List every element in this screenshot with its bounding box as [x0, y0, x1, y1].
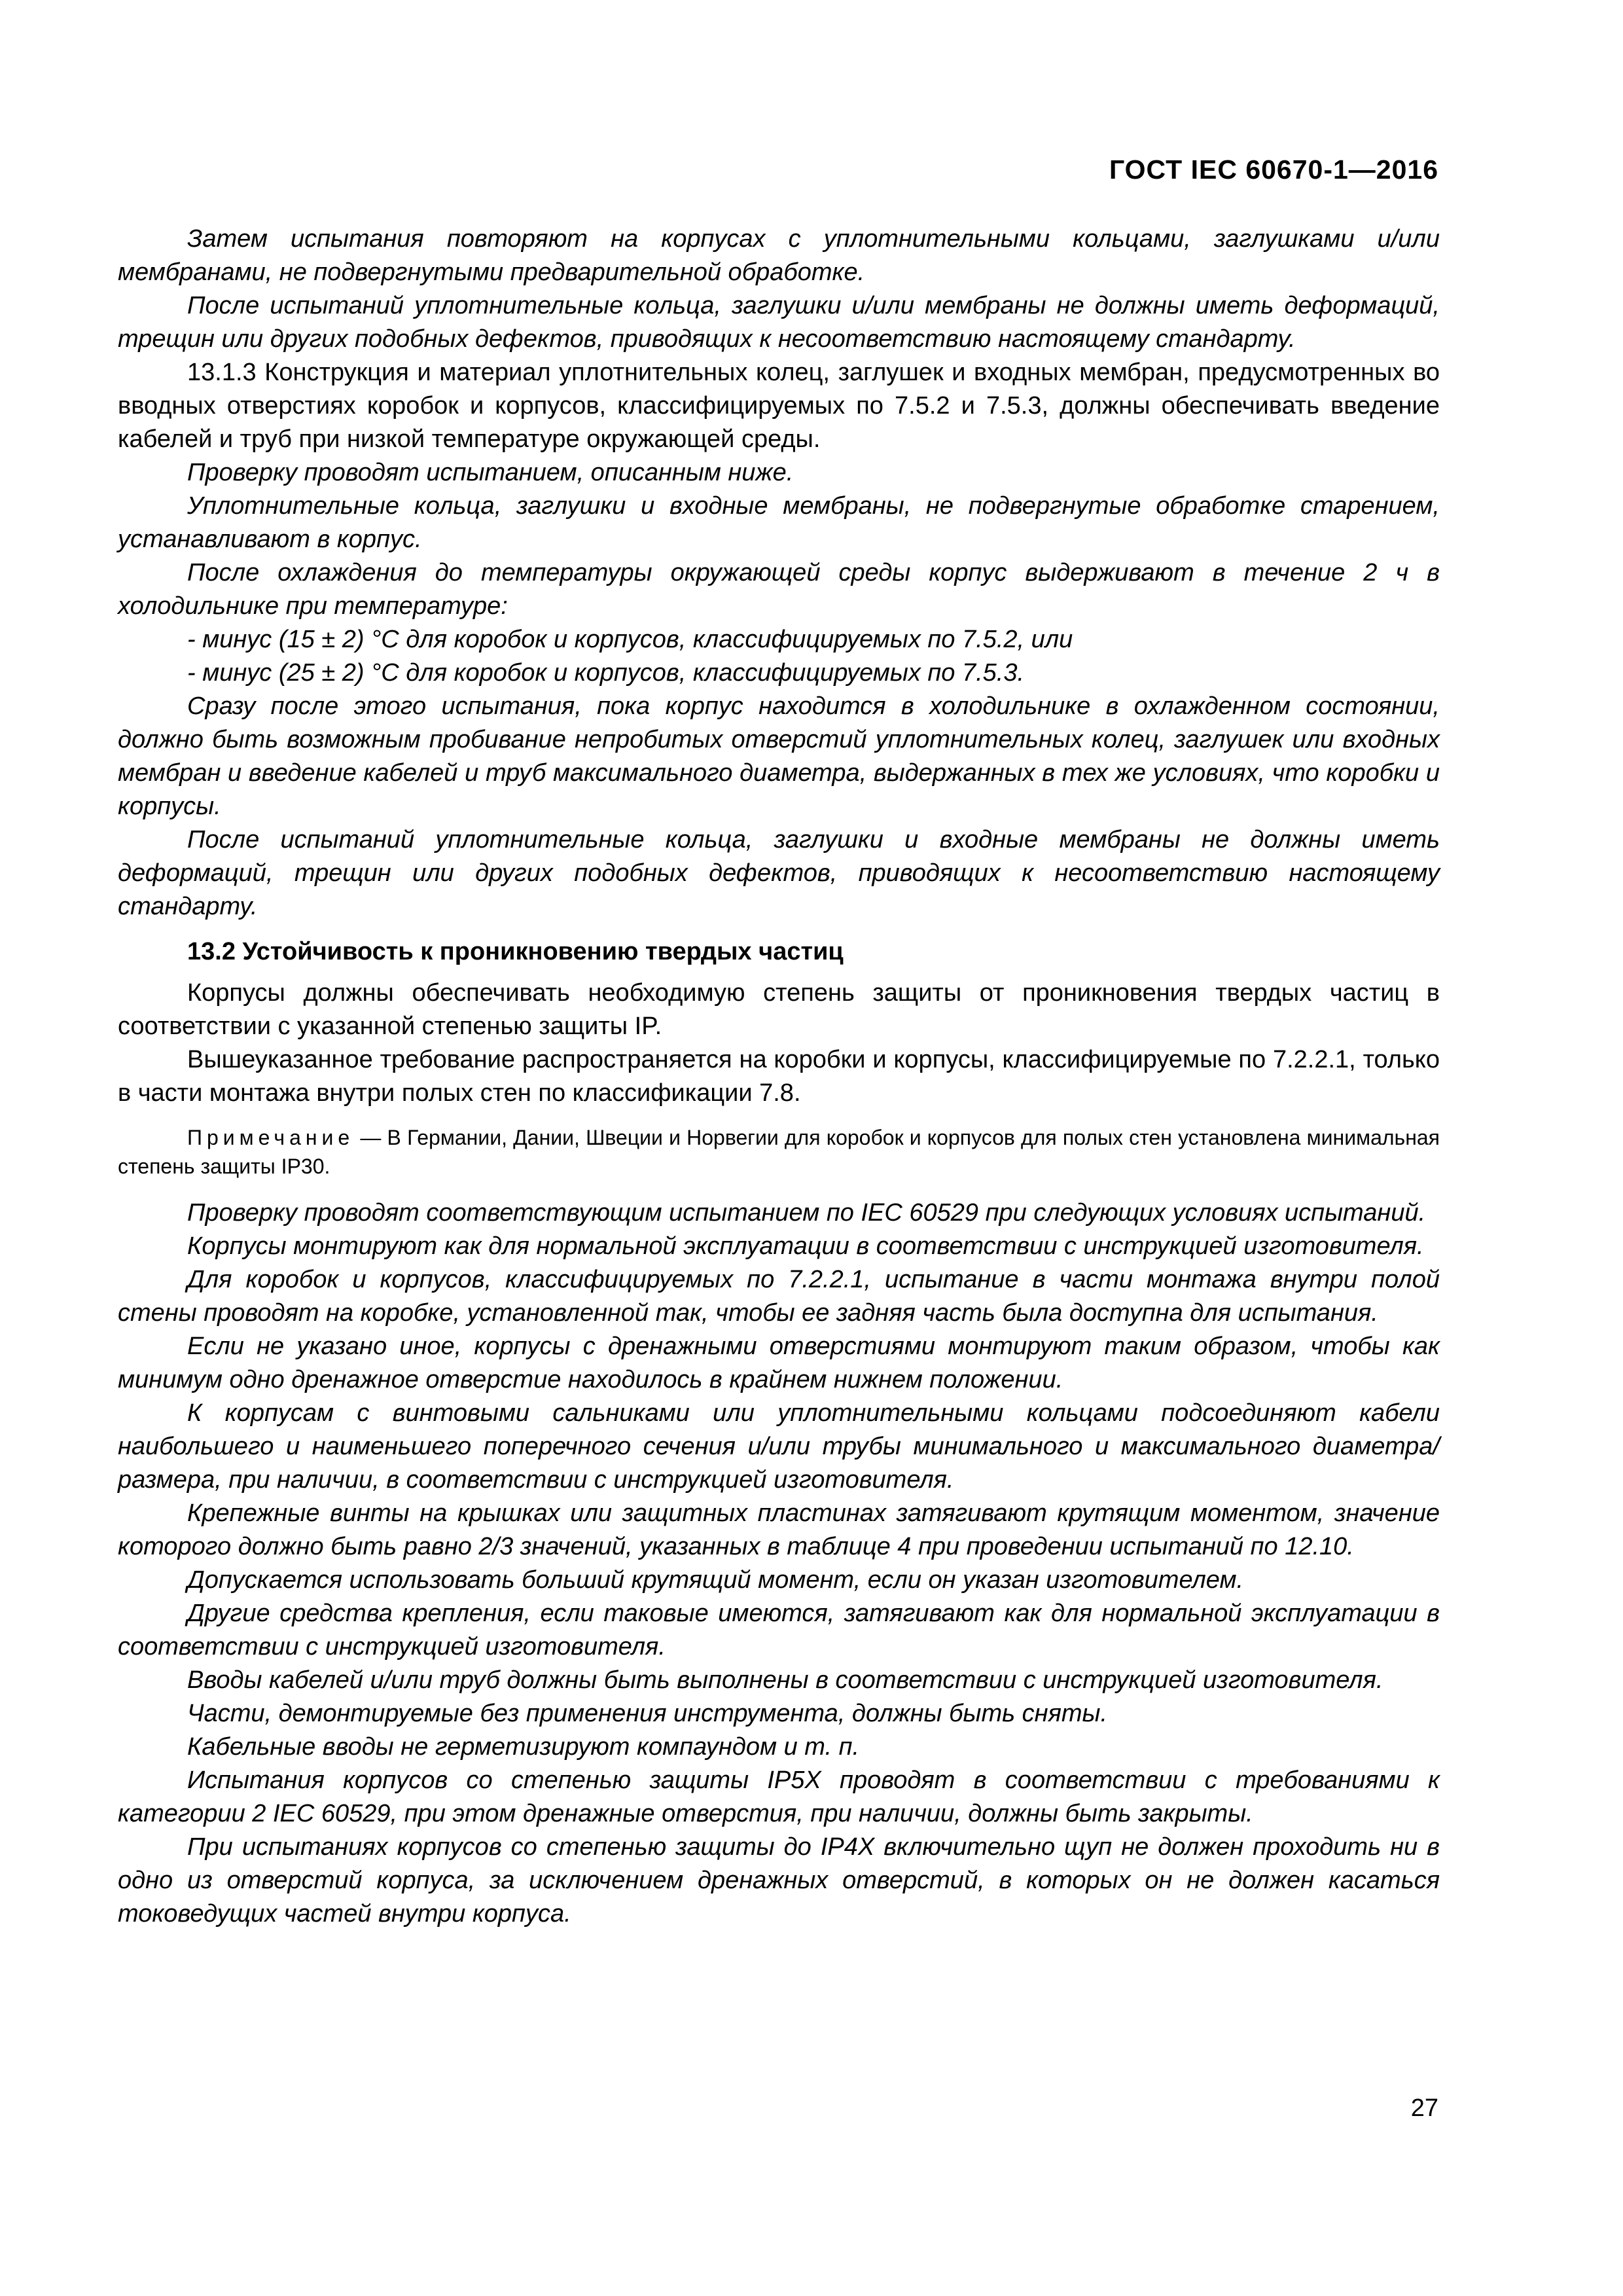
paragraph: Допускается использовать больший крутящий момент, если он указан изготовителем. [187, 1566, 1244, 1594]
paragraph: Проверку проводят испытанием, описанным ниже. [187, 459, 794, 486]
paragraph: Корпусы монтируют как для нормальной эксплуатации в соответствии с инструкцией изготовителя. [187, 1232, 1424, 1260]
paragraph: После испытаний уплотнительные кольца, заглушки и входные мембраны не должны иметь деформаций, трещин или других подобных дефектов, приводящих к несоответствию настоящему стандарту. [118, 826, 1440, 920]
note-text: — В Германии, Дании, Швеции и Норвегии для коробок и корпусов для полых стен установлена минимальная степень защиты IP30. [118, 1126, 1440, 1178]
note-label: Примечание [187, 1126, 355, 1149]
paragraph: Крепежные винты на крышках или защитных пластинах затягивают крутящим моментом, значение которого должно быть равно 2/3 значений, указанных в таблице 4 при проведении испытаний по 12.10. [118, 1499, 1440, 1560]
paragraph: 13.1.3 Конструкция и материал уплотнительных колец, заглушек и входных мембран, предусмотренных во вводных отверстиях коробок и корпусов, классифицируемых по 7.5.2 и 7.5.3, должны обеспечивать введение кабелей и труб при низкой температуре окружающей среды. [118, 359, 1440, 453]
paragraph: Вводы кабелей и/или труб должны быть выполнены в соответствии с инструкцией изготовителя. [187, 1666, 1383, 1694]
section-heading: 13.2 Устойчивость к проникновению твердых частиц [187, 938, 844, 965]
paragraph: Части, демонтируемые без применения инструмента, должны быть сняты. [187, 1700, 1108, 1727]
paragraph: Если не указано иное, корпусы с дренажными отверстиями монтируют таким образом, чтобы как минимум одно дренажное отверстие находилось в крайнем нижнем положении. [118, 1333, 1440, 1393]
paragraph-block-b [118, 977, 1440, 1110]
paragraph-block-a [118, 223, 1440, 924]
paragraph: Проверку проводят соответствующим испытанием по IEC 60529 при следующих условиях испытаний. [187, 1199, 1426, 1227]
paragraph: При испытаниях корпусов со степенью защиты до IP4X включительно щуп не должен проходить ни в одно из отверстий корпуса, за исключением дренажных отверстий, в которых он не должен касаться токоведущих частей внутри корпуса. [118, 1833, 1440, 1928]
paragraph: Кабельные вводы не герметизируют компаундом и т. п. [187, 1733, 860, 1761]
note [118, 1123, 1440, 1181]
paragraph: - минус (25 ± 2) °С для коробок и корпусов, классифицируемых по 7.5.3. [187, 659, 1025, 687]
paragraph: К корпусам с винтовыми сальниками или уплотнительными кольцами подсоединяют кабели наибольшего и наименьшего поперечного сечения и/или трубы минимального и максимального диаметра/размера, при наличии, в соответствии с инструкцией изготовителя. [118, 1399, 1440, 1494]
paragraph: После испытаний уплотнительные кольца, заглушки и/или мембраны не должны иметь деформаций, трещин или других подобных дефектов, приводящих к несоответствию настоящему стандарту. [118, 292, 1440, 353]
paragraph: Испытания корпусов со степенью защиты IP5X проводят в соответствии с требованиями к категории 2 IEC 60529, при этом дренажные отверстия, при наличии, должны быть закрыты. [118, 1767, 1440, 1827]
paragraph: Другие средства крепления, если таковые имеются, затягивают как для нормальной эксплуатации в соответствии с инструкцией изготовителя. [118, 1600, 1440, 1660]
page-number: 27 [1410, 2094, 1438, 2122]
paragraph: Вышеуказанное требование распространяется на коробки и корпусы, классифицируемые по 7.2.2.1, только в части монтажа внутри полых стен по классификации 7.8. [118, 1046, 1440, 1107]
paragraph: Затем испытания повторяют на корпусах с уплотнительными кольцами, заглушками и/или мембранами, не подвергнутыми предварительной обработке. [118, 225, 1440, 286]
paragraph: Корпусы должны обеспечивать необходимую степень защиты от проникновения твердых частиц в соответствии с указанной степенью защиты IP. [118, 979, 1440, 1040]
document-header: ГОСТ IEC 60670-1—2016 [1109, 154, 1438, 185]
page-content [118, 223, 1440, 1931]
paragraph: - минус (15 ± 2) °С для коробок и корпусов, классифицируемых по 7.5.2, или [187, 626, 1073, 653]
paragraph: Сразу после этого испытания, пока корпус находится в холодильнике в охлажденном состоянии, должно быть возможным пробивание непробитых отверстий уплотнительных колец, заглушек или входных мембран и введение кабелей и труб максимального диаметра, выдержанных в тех же условиях, что коробки и корпусы. [118, 692, 1440, 820]
paragraph: Для коробок и корпусов, классифицируемых по 7.2.2.1, испытание в части монтажа внутри полой стены проводят на коробке, установленной так, чтобы ее задняя часть была доступна для испытания. [118, 1266, 1440, 1327]
paragraph: Уплотнительные кольца, заглушки и входные мембраны, не подвергнутые обработке старением, устанавливают в корпус. [118, 492, 1440, 553]
paragraph: После охлаждения до температуры окружающей среды корпус выдерживают в течение 2 ч в холодильнике при температуре: [118, 559, 1440, 620]
paragraph-block-c [118, 1196, 1440, 1931]
